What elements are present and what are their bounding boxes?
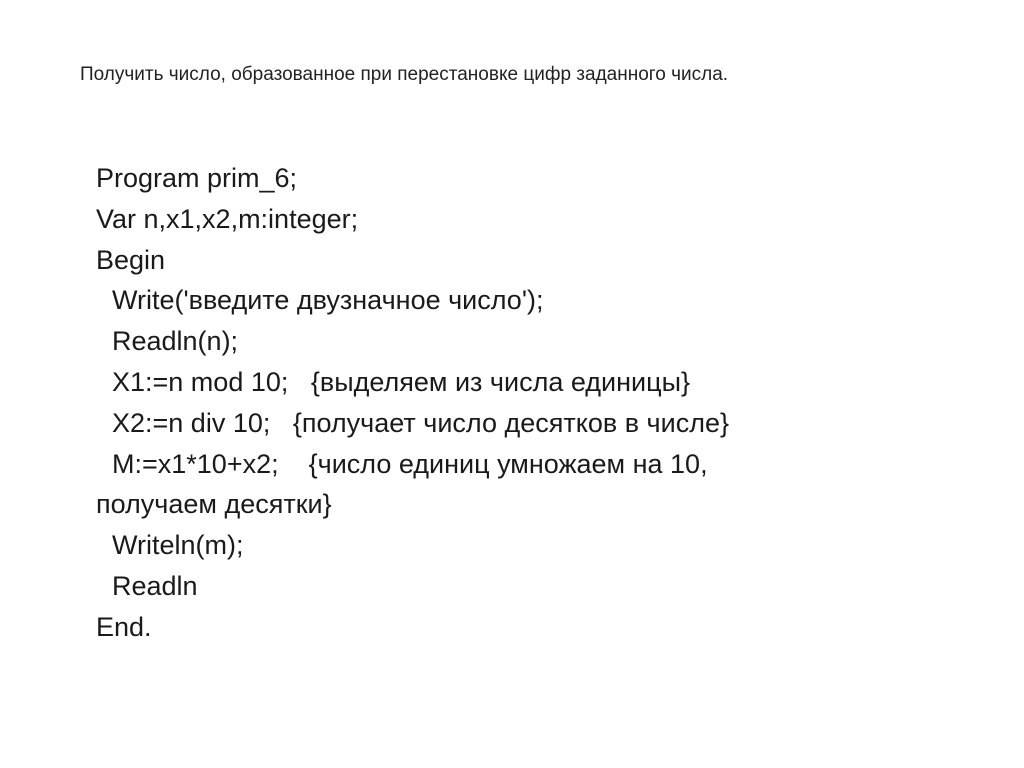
code-line-writeln: Writeln(m);	[112, 530, 244, 561]
code-block	[96, 158, 976, 648]
code-line-readln-n: Readln(n);	[112, 326, 239, 357]
slide-title: Получить число, образованное при перестановке цифр заданного числа.	[80, 64, 729, 85]
code-line-readln: Readln	[112, 570, 198, 601]
code-line-m: M:=x1*10+x2; {число единиц умножаем на 10,	[112, 448, 708, 479]
code-line-begin: Begin	[96, 244, 166, 275]
code-line-write: Write('введите двузначное число');	[112, 285, 544, 316]
code-line-x2: X2:=n div 10; {получает число десятков в числе}	[112, 407, 729, 438]
code-line-var: Var n,x1,x2,m:integer;	[96, 203, 359, 234]
code-line-program: Program prim_6;	[96, 163, 298, 193]
code-line-comment-continuation: получаем десятки}	[96, 489, 332, 520]
code-line-x1: X1:=n mod 10; {выделяем из числа единицы}	[112, 366, 690, 397]
code-line-end: End.	[96, 611, 152, 642]
